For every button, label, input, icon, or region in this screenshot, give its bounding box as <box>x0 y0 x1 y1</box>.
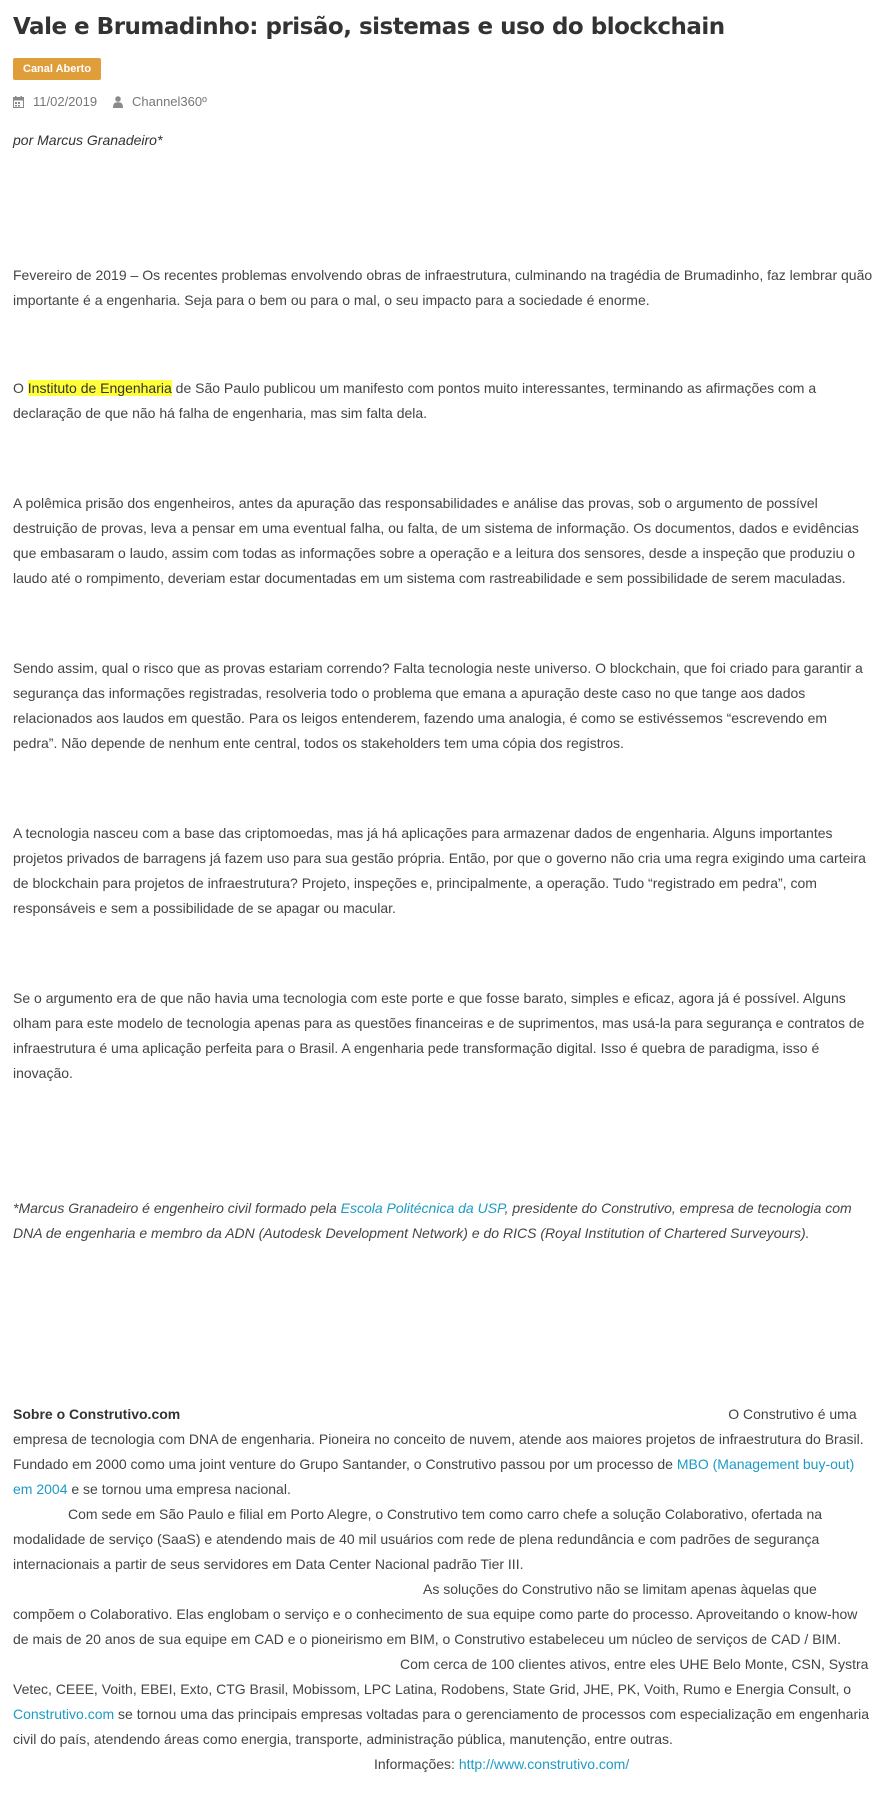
author-note-start: *Marcus Granadeiro é engenheiro civil formado pela <box>13 1200 341 1216</box>
website-link[interactable]: http://www.construtivo.com/ <box>458 1756 630 1772</box>
paragraph-2-start: O <box>13 380 28 396</box>
byline: por Marcus Granadeiro* <box>13 132 163 148</box>
category-badge[interactable]: Canal Aberto <box>13 58 101 80</box>
about-text-3: As soluções do Construtivo não se limitam apenas àquelas que compõem o Colaborativo. Elas englobam o serviço e o conhecimento de sua equipe como parte do processo. Aproveitando o know-how de mais de 20 anos de sua equipe em CAD e o pioneirismo em BIM, o Construtivo estabeleceu um núcleo de serviços de CAD / BIM. <box>13 1581 858 1647</box>
calendar-icon <box>13 96 24 111</box>
about-section <box>13 1402 875 1777</box>
paragraph-4: Sendo assim, qual o risco que as provas estariam correndo? Falta tecnologia neste universo. O blockchain, que foi criado para garantir a segurança das informações registradas, resolveria todo o problema que emana a apuração deste caso no que tange aos dados relacionados aos laudos em questão. Para os leigos entenderem, fazendo uma analogia, é como se estivéssemos “escrevendo em pedra”. Não depende de nenhum ente central, todos os stakeholders tem uma cópia dos registros. <box>13 660 863 751</box>
post-author[interactable] <box>113 94 207 111</box>
about-heading: Sobre o Construtivo.com <box>13 1406 181 1422</box>
user-icon <box>113 96 123 111</box>
paragraph-5: A tecnologia nasceu com a base das criptomoedas, mas já há aplicações para armazenar dados de engenharia. Alguns importantes projetos privados de barragens já fazem uso para sua gestão própria. Então, por que o governo não cria uma regra exigindo uma carteira de blockchain para projetos de infraestrutura? Projeto, inspeções e, principalmente, a operação. Tudo “registrado em pedra”, com responsáveis e sem a possibilidade de se apagar ou macular. <box>13 825 866 916</box>
about-text-4: Com cerca de 100 clientes ativos, entre eles UHE Belo Monte, CSN, Systra Vetec, CEEE, Voith, EBEI, Exto, CTG Brasil, Mobissom, LPC Latina, Rodobens, State Grid, JHE, PK, Voith, Rumo e Energia Consult, o <box>13 1656 869 1697</box>
post-date <box>13 94 97 111</box>
highlighted-term: Instituto de Engenharia <box>27 380 172 396</box>
construtivo-link[interactable]: Construtivo.com <box>13 1706 115 1722</box>
post-date-text: 11/02/2019 <box>33 94 98 109</box>
about-text-1-end: e se tornou uma empresa nacional. <box>67 1481 291 1497</box>
author-note <box>13 1196 875 1246</box>
about-text-2: Com sede em São Paulo e filial em Porto Alegre, o Construtivo tem como carro chefe a solução Colaborativo, ofertada na modalidade de serviço (SaaS) e atendendo mais de 40 mil usuários com rede de plena redundância e com padrões de segurança internacionais a partir de seus servidores em Data Center Nacional padrão Tier III. <box>13 1506 823 1572</box>
post-author-text: Channel360º <box>132 94 207 109</box>
usp-link[interactable]: Escola Politécnica da USP <box>340 1200 505 1216</box>
author-note-end: , presidente do Construtivo, empresa de tecnologia com DNA de engenharia e membro da ADN (Autodesk Development Network) e do RICS (Royal Institution of Chartered Surveyours). <box>13 1200 852 1241</box>
about-text-1: O Construtivo é uma empresa de tecnologia com DNA de engenharia. Pioneira no conceito de nuvem, atende aos maiores projetos de infraestrutura do Brasil. Fundado em 2000 como uma joint venture do Grupo Santander, o Construtivo passou por um processo de <box>13 1406 864 1472</box>
paragraph-3: A polêmica prisão dos engenheiros, antes da apuração das responsabilidades e análise das provas, sob o argumento de possível destruição de provas, leva a pensar em uma eventual falha, ou falta, de um sistema de informação. Os documentos, dados e evidências que embasaram o laudo, assim com todas as informações sobre a operação e a leitura dos sensores, desde a inspeção que produziu o laudo até o rompimento, deveriam estar documentadas em um sistema com rastreabilidade e sem possibilidade de serem maculadas. <box>13 495 859 586</box>
mbo-link[interactable]: MBO (Management buy-out) em 2004 <box>13 1456 855 1497</box>
paragraph-2-end: de São Paulo publicou um manifesto com pontos muito interessantes, terminando as afirmações com a declaração de que não há falha de engenharia, mas sim falta dela. <box>13 380 817 421</box>
paragraph-1: Fevereiro de 2019 – Os recentes problemas envolvendo obras de infraestrutura, culminando na tragédia de Brumadinho, faz lembrar quão importante é a engenharia. Seja para o bem ou para o mal, o seu impacto para a sociedade é enorme. <box>13 267 873 308</box>
paragraph-6: Se o argumento era de que não havia uma tecnologia com este porte e que fosse barato, simples e eficaz, agora já é possível. Alguns olham para este modelo de tecnologia apenas para as questões financeiras e de suprimentos, mas usá-la para segurança e contratos de infraestrutura é uma aplicação perfeita para o Brasil. A engenharia pede transformação digital. Isso é quebra de paradigma, isso é inovação. <box>13 990 865 1081</box>
info-label: Informações: <box>374 1756 459 1772</box>
article-title: Vale e Brumadinho: prisão, sistemas e uso do blockchain <box>13 14 725 40</box>
about-text-4-end: se tornou uma das principais empresas voltadas para o gerenciamento de processos com especialização em engenharia civil do país, atendendo áreas como energia, transporte, administração pública, manutenção, entre outras. <box>13 1706 870 1747</box>
paragraph-2 <box>13 376 875 426</box>
